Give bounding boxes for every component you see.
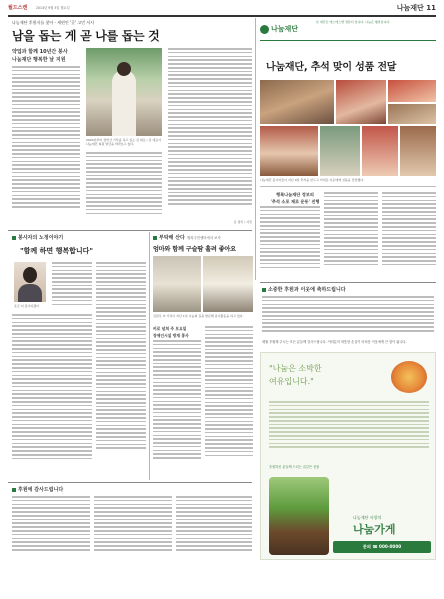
nanum-sub-text-2 [324,192,378,278]
article1-caption: 2003년부터 장학금 기부를 하고 있는 김 대표 / 김 대표가 나눔재단 회원 명단을 바라보고 있다. [86,138,162,146]
column-label [12,234,63,241]
article1-kicker: 나눔재단 후원자를 찾아 - 새연인 '곳' 고민 서사 [12,20,95,25]
portrait-head [23,267,37,283]
article2-subhead-2: 장애인시설 방재 봉사 [153,333,189,338]
column-text-2 [12,314,92,478]
ad-brand-small: 나눔재단 사랑의 [353,515,382,520]
ad-brand: 나눔가게 [353,523,396,536]
article1-subhead [12,48,82,63]
ad-phone: 문의 ☎ 000-0000 [362,544,402,549]
column-headline: "함께 하면 행복합니다" [20,247,94,255]
bottom-left-text-1 [12,496,90,560]
nanum-photo-4 [388,104,436,124]
masthead-rule [8,15,436,17]
nanum-caption-rule [260,186,436,187]
column-caption: 조금 더 봉사하겠다 [14,304,40,308]
article1-text-col-2 [86,152,162,224]
article2-photo-1 [153,256,201,312]
left-mid-rule [8,230,252,231]
nanum-intro: 본 재단은 에스에스엔 컴퓨터 입니다. 나눔은 행복입니다. [316,20,391,24]
donors-list [262,296,434,340]
article2-label-text: 부탁해 산다 [159,235,185,241]
donors-label-text: 소중한 후원과 이웃에 축하드립니다 [268,287,346,293]
donors-top-rule [260,282,436,283]
article2-headline: 엄마와 함께 구슬땀 흘려 좋아요 [153,246,236,253]
article2-label [153,234,253,241]
donors-label-marker [262,288,266,292]
ad-headline [269,363,389,387]
nanum-photo-3 [388,80,436,102]
portrait-shoulders [18,284,42,302]
article2-label-marker [153,236,157,240]
article2-caption: 김원우 씨 가족이 지난 1일 나눔의 집을 방문해 봉사활동을 하고 있다. [153,314,244,318]
nanum-sub-title-1: 행복나눔재단 정보의 [276,192,314,197]
article1-subhead-1: 약업과 함께 10년간 봉사 [12,49,68,55]
donors-body: 매월 후원해 주시는 모든 분들께 감사드립니다. 여러분의 따뜻한 손길이 어려운 이웃에게 큰 힘이 됩니다. [262,340,407,344]
nanum-photo-5 [260,126,318,176]
bottom-left-text-3 [176,496,252,560]
ad-plant-image [269,477,329,555]
nanum-logo-icon [260,25,269,34]
article1-subhead-2: 나눔재단 행복한 날 지원 [12,57,66,63]
person-head [117,62,131,76]
nanum-photo-main [260,80,334,124]
article1-text-col-3 [168,48,252,224]
article2-text-1 [153,340,201,478]
bottom-left-rule [8,482,252,483]
article2-subhead [153,326,201,339]
masthead [8,3,436,14]
nanum-sub-title [260,192,330,205]
center-column-rule [255,18,256,280]
nanum-logo-text: 나눔재단 [271,25,299,33]
column-portrait [14,262,46,302]
nanum-sub-text-1 [260,206,320,278]
nanum-sub-text-3 [382,192,436,278]
donors-label [262,286,436,293]
article1-headline: 남을 돕는 게 곧 나를 돕는 것 [12,29,160,43]
ad-text-block [269,401,429,461]
article2-subhead-1: 비로 넘쳐 주 모요일 [153,326,187,331]
issue-date: 2014년 9월 3일 월요일 [36,6,70,10]
ad-flower-icon [391,361,427,393]
article1-byline: 글 정리 / 사진 [233,220,252,224]
bottom-left-label-marker [12,488,16,492]
ad-headline-1: "나눔은 소박한 [269,364,322,373]
nanum-caption: 나눔재단 봉사자들이 지난 9일 추석을 앞두고 어려운 이웃에게 성품을 전달했다. [260,178,365,182]
bottom-left-text-2 [94,496,172,560]
article2-text-2 [205,326,253,478]
ad-phone-bar [333,541,431,553]
ad-panel [260,352,436,560]
column-text-3 [96,262,146,478]
nanum-photo-7 [362,126,398,176]
article2-photo-2 [203,256,253,312]
person-figure [112,70,136,136]
nanum-photo-2 [336,80,386,124]
column-text-1 [52,262,92,312]
article1-text-col-1 [12,66,80,224]
logo-text: 월드스캔 [8,5,28,11]
bottom-left-label [12,486,63,493]
ad-body: 후원하신 분들께 드리는 꿈같은 선물 [269,465,320,469]
column-article2-rule [149,232,150,480]
ad-headline-2: 여유입니다." [269,377,314,386]
nanum-header-rule [260,40,436,41]
bottom-left-label-text: 후원에 감사드립니다 [18,487,64,493]
article2-kicker: 행복주민센터에서 보자 [186,236,221,240]
nanum-photo-8 [400,126,436,176]
nanum-logo [260,22,312,36]
column-label-marker [12,236,16,240]
nanum-sub-title-2: '추석 소포 제로 운동' 진행 [270,199,320,204]
section-name: 나눔재단 11 [396,4,436,12]
nanum-photo-6 [320,126,360,176]
article1-photo [86,48,162,136]
nanum-title: 나눔재단, 추석 맞이 성품 전달 [266,62,397,73]
column-label-text: 봉사자의 노정이야기 [18,235,64,241]
